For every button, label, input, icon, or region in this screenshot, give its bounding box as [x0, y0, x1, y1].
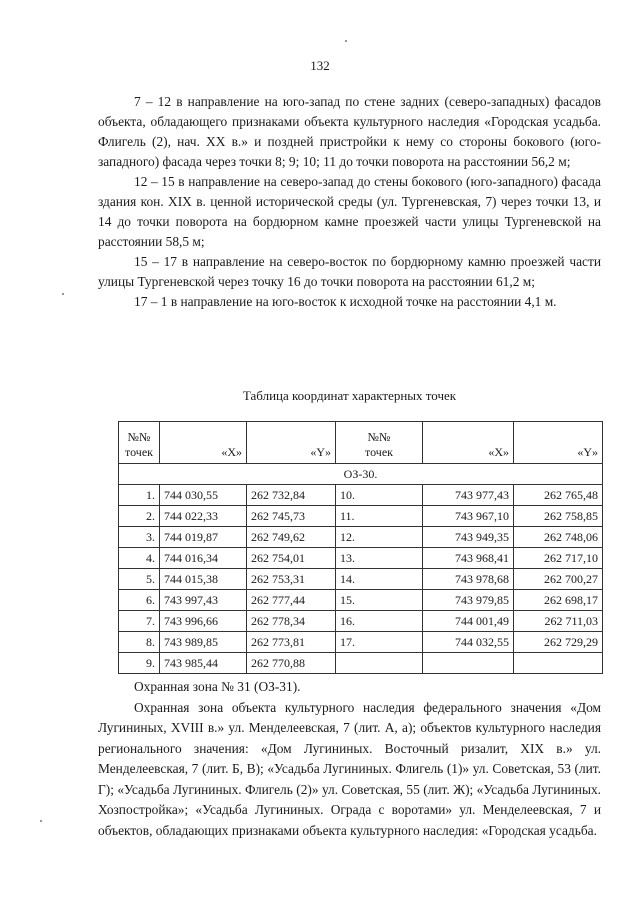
right-y-value: 262 711,03 — [514, 611, 603, 632]
left-point-number: 8. — [119, 632, 160, 653]
left-point-number: 4. — [119, 548, 160, 569]
left-y-value: 262 773,81 — [247, 632, 336, 653]
left-point-number: 9. — [119, 653, 160, 674]
header-y: «Y» — [247, 422, 336, 464]
header-x: «X» — [160, 422, 247, 464]
left-point-number: 5. — [119, 569, 160, 590]
left-point-number: 3. — [119, 527, 160, 548]
table-row — [119, 485, 603, 506]
table-row — [119, 653, 603, 674]
header-num-line2: точек — [365, 445, 393, 459]
left-x-value: 743 996,66 — [160, 611, 247, 632]
left-point-number: 1. — [119, 485, 160, 506]
left-y-value: 262 777,44 — [247, 590, 336, 611]
paragraph: 17 – 1 в направление на юго-восток к исходной точке на расстоянии 4,1 м. — [134, 294, 557, 309]
left-y-value: 262 753,31 — [247, 569, 336, 590]
upper-text-block — [98, 92, 601, 312]
header-num-line2: точек — [125, 445, 153, 459]
left-x-value: 743 997,43 — [160, 590, 247, 611]
left-point-number: 6. — [119, 590, 160, 611]
scan-speck — [62, 293, 64, 295]
header-x-2: «X» — [423, 422, 514, 464]
right-point-number: 12. — [336, 527, 423, 548]
left-x-value: 744 022,33 — [160, 506, 247, 527]
right-point-number — [336, 653, 423, 674]
right-point-number: 14. — [336, 569, 423, 590]
right-x-value: 743 979,85 — [423, 590, 514, 611]
right-point-number: 13. — [336, 548, 423, 569]
right-x-value: 743 978,68 — [423, 569, 514, 590]
right-y-value: 262 698,17 — [514, 590, 603, 611]
left-y-value: 262 778,34 — [247, 611, 336, 632]
header-point-number — [119, 422, 160, 464]
right-point-number: 17. — [336, 632, 423, 653]
left-x-value: 744 019,87 — [160, 527, 247, 548]
right-y-value — [514, 653, 603, 674]
table-row — [119, 569, 603, 590]
paragraph: Охранная зона объекта культурного наследия федерального значения «Дом Лугининых, XVIII в.» ул. Менделеевская, 7 (лит. А, а); объектов культурного наследия регионального значения: «Дом Лугининых. Восточный ризалит, XIX в.» ул. Менделеевская, 7 (лит. Б, В); «Усадьба Лугининых. Флигель (1)» ул. Советская, 53 (лит. Г); «Усадьба Лугининых. Флигель (2)» ул. Советская, 55 (лит. Ж); «Усадьба Лугининых. Хозпостройка»; «Усадьба Лугининых. Ограда с воротами» ул. Менделеевская, 7 и объектов, обладающих признаками объекта культурного наследия: «Городская усадьба. — [98, 699, 601, 838]
left-x-value: 744 015,38 — [160, 569, 247, 590]
lower-text-block — [98, 677, 601, 841]
page-number: 132 — [310, 58, 330, 73]
left-y-value: 262 749,62 — [247, 527, 336, 548]
left-x-value: 744 030,55 — [160, 485, 247, 506]
right-y-value: 262 717,10 — [514, 548, 603, 569]
right-x-value: 743 949,35 — [423, 527, 514, 548]
left-x-value: 743 989,85 — [160, 632, 247, 653]
right-x-value: 744 001,49 — [423, 611, 514, 632]
right-y-value: 262 765,48 — [514, 485, 603, 506]
left-x-value: 743 985,44 — [160, 653, 247, 674]
left-point-number: 2. — [119, 506, 160, 527]
table-caption: Таблица координат характерных точек — [242, 388, 457, 403]
right-y-value: 262 748,06 — [514, 527, 603, 548]
right-x-value: 744 032,55 — [423, 632, 514, 653]
right-y-value: 262 700,27 — [514, 569, 603, 590]
table-row — [119, 611, 603, 632]
zone-row — [119, 464, 603, 485]
right-point-number: 16. — [336, 611, 423, 632]
table-row — [119, 548, 603, 569]
right-point-number: 15. — [336, 590, 423, 611]
left-y-value: 262 754,01 — [247, 548, 336, 569]
scan-speck — [345, 40, 347, 42]
right-x-value: 743 967,10 — [423, 506, 514, 527]
left-y-value: 262 732,84 — [247, 485, 336, 506]
header-num-line1: №№ — [127, 430, 151, 444]
paragraph: 15 – 17 в направление на северо-восток по бордюрному камню проезжей части улицы Тургеневской через точку 16 до точки поворота на расстоянии 61,2 м; — [98, 254, 601, 289]
right-x-value: 743 968,41 — [423, 548, 514, 569]
right-point-number: 10. — [336, 485, 423, 506]
paragraph: 7 – 12 в направление на юго-запад по стене задних (северо-западных) фасадов объекта, обладающего признаками объекта культурного наследия «Городская усадьба. Флигель (2), нач. XX в.» и поздней пристройки к нему со стороны бокового (юго-западного) фасада через точки 8; 9; 10; 11 до точки поворота на расстоянии 56,2 м; — [98, 94, 601, 169]
left-y-value: 262 770,88 — [247, 653, 336, 674]
header-point-number-2 — [336, 422, 423, 464]
table-row — [119, 506, 603, 527]
header-y-2: «Y» — [514, 422, 603, 464]
right-x-value: 743 977,43 — [423, 485, 514, 506]
header-num-line1: №№ — [367, 430, 391, 444]
coordinates-table — [118, 421, 603, 674]
zone-label: ОЗ-30. — [119, 464, 603, 485]
right-x-value — [423, 653, 514, 674]
left-x-value: 744 016,34 — [160, 548, 247, 569]
right-y-value: 262 729,29 — [514, 632, 603, 653]
left-point-number: 7. — [119, 611, 160, 632]
scan-speck — [40, 820, 42, 822]
paragraph: Охранная зона № 31 (ОЗ-31). — [134, 679, 301, 694]
table-row — [119, 632, 603, 653]
left-y-value: 262 745,73 — [247, 506, 336, 527]
table-row — [119, 590, 603, 611]
paragraph: 12 – 15 в направление на северо-запад до стены бокового (юго-западного) фасада здания кон. XIX в. ценной исторической среды (ул. Тургеневская, 7) через точки 13, и 14 до точки поворота на бордюрном камне проезжей части улицы Тургеневской на расстоянии 58,5 м; — [98, 174, 601, 249]
right-y-value: 262 758,85 — [514, 506, 603, 527]
table-header-row — [119, 422, 603, 464]
right-point-number: 11. — [336, 506, 423, 527]
table-row — [119, 527, 603, 548]
